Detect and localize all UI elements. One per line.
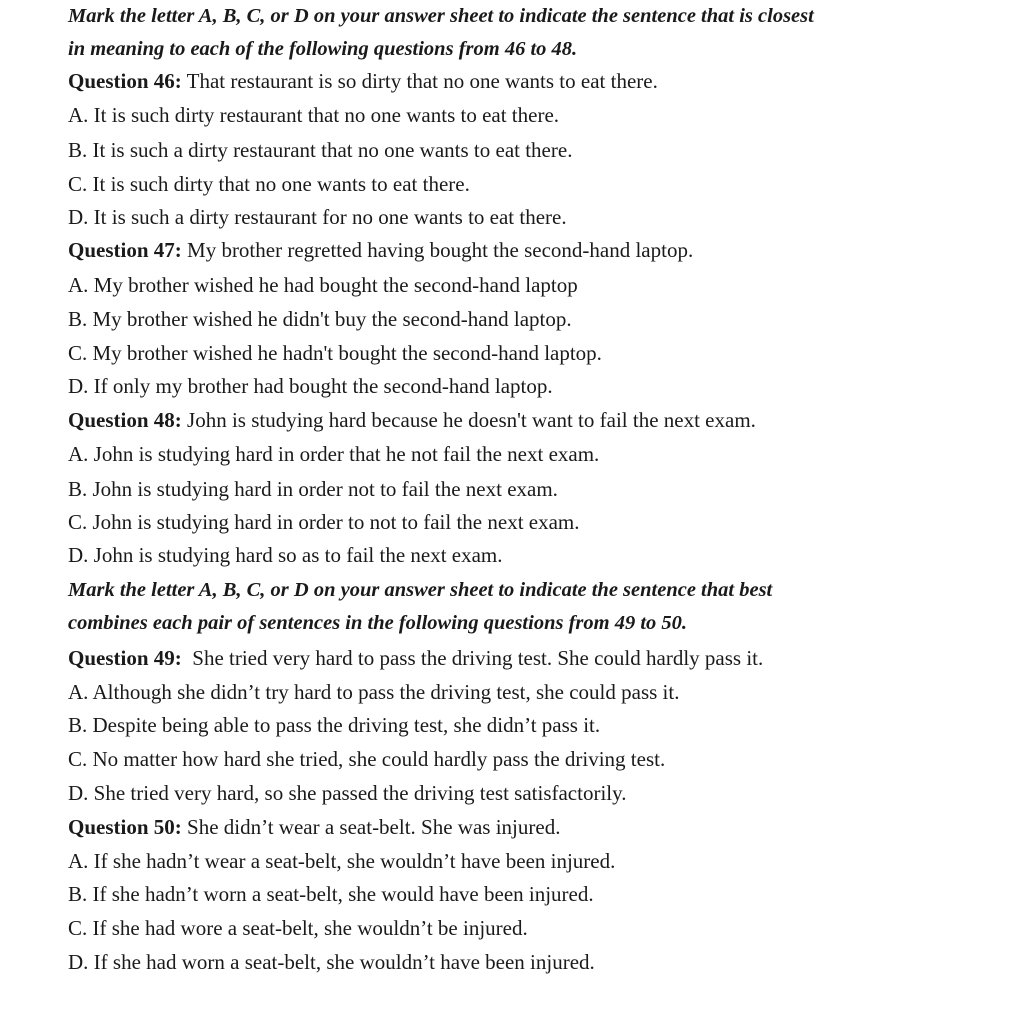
question-46	[68, 68, 658, 94]
section-instruction: Mark the letter A, B, C, or D on your answer sheet to indicate the sentence that best	[68, 579, 773, 601]
option-47-a: A. My brother wished he had bought the second-hand laptop	[68, 273, 578, 297]
question-label: Question 47:	[68, 238, 182, 262]
question-text: She didn’t wear a seat-belt. She was injured.	[181, 815, 561, 839]
option-47-b: B. My brother wished he didn't buy the second-hand laptop.	[68, 307, 572, 331]
option-49-d: D. She tried very hard, so she passed the driving test satisfactorily.	[68, 781, 627, 805]
question-47	[68, 237, 693, 263]
question-label: Question 48:	[68, 408, 182, 432]
option-48-a: A. John is studying hard in order that he not fail the next exam.	[68, 442, 600, 466]
question-50	[68, 814, 560, 840]
question-text: John is studying hard because he doesn't want to fail the next exam.	[181, 408, 756, 432]
option-48-c: C. John is studying hard in order to not to fail the next exam.	[68, 510, 580, 534]
question-48	[68, 407, 756, 433]
section-instruction: combines each pair of sentences in the following questions from 49 to 50.	[68, 612, 688, 634]
option-47-c: C. My brother wished he hadn't bought the second-hand laptop.	[68, 341, 602, 365]
section-instruction: Mark the letter A, B, C, or D on your answer sheet to indicate the sentence that is closest	[68, 5, 814, 27]
option-50-c: C. If she had wore a seat-belt, she wouldn’t be injured.	[68, 916, 528, 940]
option-46-c: C. It is such dirty that no one wants to eat there.	[68, 172, 470, 196]
question-text: That restaurant is so dirty that no one wants to eat there.	[181, 69, 658, 93]
option-49-a: A. Although she didn’t try hard to pass the driving test, she could pass it.	[68, 680, 680, 704]
question-label: Question 46:	[68, 69, 182, 93]
option-48-d: D. John is studying hard so as to fail the next exam.	[68, 543, 503, 567]
option-49-c: C. No matter how hard she tried, she could hardly pass the driving test.	[68, 747, 666, 771]
question-49	[68, 645, 763, 671]
option-50-d: D. If she had worn a seat-belt, she wouldn’t have been injured.	[68, 950, 595, 974]
section-instruction: in meaning to each of the following questions from 46 to 48.	[68, 38, 578, 60]
option-46-b: B. It is such a dirty restaurant that no one wants to eat there.	[68, 138, 573, 162]
option-46-d: D. It is such a dirty restaurant for no one wants to eat there.	[68, 205, 567, 229]
option-50-b: B. If she hadn’t worn a seat-belt, she would have been injured.	[68, 882, 594, 906]
question-text: My brother regretted having bought the second-hand laptop.	[181, 238, 694, 262]
option-47-d: D. If only my brother had bought the second-hand laptop.	[68, 374, 553, 398]
question-label: Question 50:	[68, 815, 182, 839]
option-49-b: B. Despite being able to pass the driving test, she didn’t pass it.	[68, 713, 601, 737]
question-label: Question 49:	[68, 646, 182, 670]
option-46-a: A. It is such dirty restaurant that no one wants to eat there.	[68, 103, 560, 127]
option-50-a: A. If she hadn’t wear a seat-belt, she wouldn’t have been injured.	[68, 849, 616, 873]
option-48-b: B. John is studying hard in order not to fail the next exam.	[68, 477, 558, 501]
question-text: She tried very hard to pass the driving test. She could hardly pass it.	[181, 646, 764, 670]
